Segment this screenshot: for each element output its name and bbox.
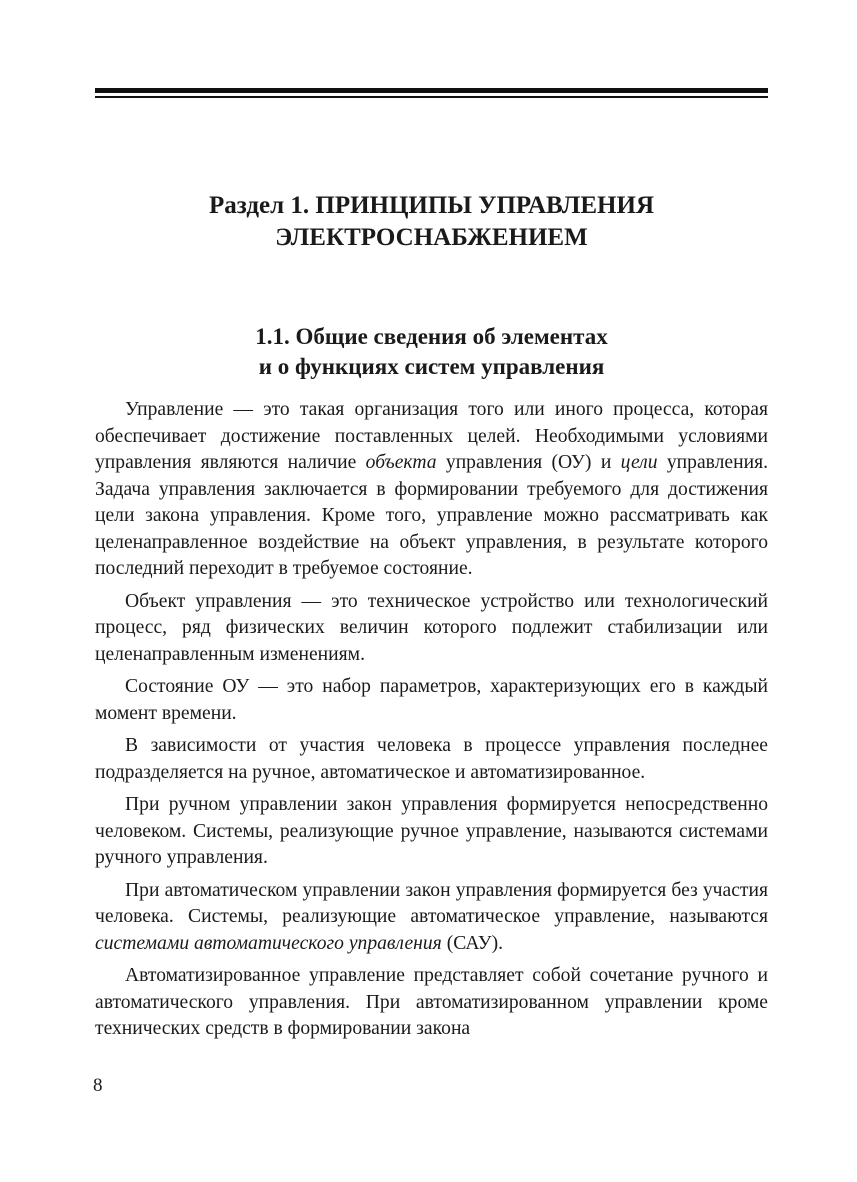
section-title-line-1: Раздел 1. ПРИНЦИПЫ УПРАВЛЕНИЯ	[208, 192, 655, 219]
subsection-title-line-2: и о функциях систем управления	[258, 354, 605, 379]
paragraph-automatic-control	[95, 878, 768, 958]
paragraph-control-object: Объект управления — это техническое устройство или технологический процесс, ряд физических величин которого подлежит стабилизации или целенаправленным изменениям.	[95, 590, 768, 665]
section-title-line-2: ЭЛЕКТРОСНАБЖЕНИЕМ	[275, 224, 588, 251]
paragraph-object-state: Состояние ОУ — это набор параметров, характеризующих его в каждый момент времени.	[95, 676, 768, 724]
section-title	[95, 190, 768, 254]
header-rule-thick	[95, 88, 768, 93]
body-text	[95, 397, 768, 1043]
italic-term-object: объекта	[365, 452, 437, 473]
italic-term-goal: цели	[620, 452, 658, 473]
italic-term-sau: системами автоматического управления	[95, 932, 442, 954]
subsection-title	[95, 322, 768, 382]
paragraph-control-types: В зависимости от участия человека в процессе управления последнее подразделяется на ручное, автоматическое и автоматизированное.	[95, 735, 768, 783]
paragraph-text: управления. Задача управления заключается в формировании требуемого для достижения цели закона управления. Кроме того, управление можно рассматривать как целенаправленное воздействие на объект управления, в результате которого последний переходит в требуемое состояние.	[95, 452, 769, 579]
paragraph-text: При автоматическом управлении закон управления формируется без участия человека. Системы, реализующие автоматическое управление, называются	[95, 879, 768, 927]
paragraph-automated-control: Автоматизированное управление представляет собой сочетание ручного и автоматического управления. При автоматизированном управлении кроме технических средств в формировании закона	[95, 965, 768, 1039]
subsection-title-line-1: 1.1. Общие сведения об элементах	[255, 324, 608, 349]
page-number: 8	[93, 1075, 103, 1096]
paragraph-definition-control	[95, 397, 768, 583]
paragraph-manual-control: При ручном управлении закон управления формируется непосредственно человеком. Системы, реализующие ручное управление, называются системами ручного управления.	[95, 794, 768, 868]
header-rule-thin	[95, 96, 768, 98]
paragraph-text: управления (ОУ) и	[436, 452, 621, 473]
paragraph-text: (САУ).	[441, 932, 504, 954]
paragraph-text: Управление — это такая организация того или иного процесса, которая обеспечивает достижение поставленных целей. Необходимыми условиями управления являются наличие	[95, 399, 768, 473]
